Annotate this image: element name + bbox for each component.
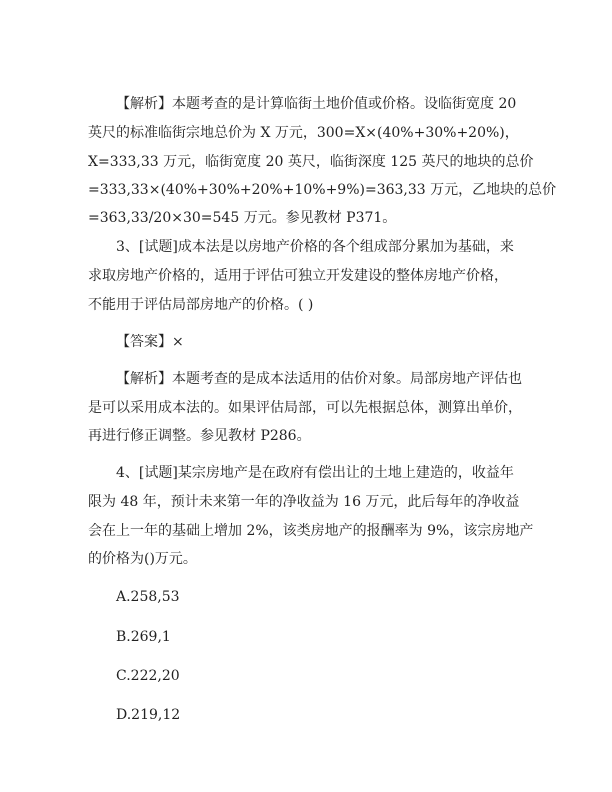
answer-3: 【答案】×: [116, 334, 184, 350]
question-4-line-3: 会在上一年的基础上增加 2%，该类房地产的报酬率为 9%，该宗房地产: [88, 523, 534, 539]
question-4-line-2: 限为 48 年，预计未来第一年的净收益为 16 万元，此后每年的净收益: [88, 494, 520, 510]
analysis-1-line-2: 英尺的标准临街宗地总价为 X 万元，300=X×(40%+30%+20%)，: [88, 125, 519, 141]
option-c: C.222,20: [116, 668, 180, 684]
analysis-1-line-4: =333,33×(40%+30%+20%+10%+9%)=363,33 万元，乙地块的总价: [88, 182, 557, 198]
question-3-line-3: 不能用于评估局部房地产的价格。( ): [88, 297, 314, 313]
analysis-1-line-3: X=333,33 万元，临街宽度 20 英尺，临街深度 125 英尺的地块的总价: [88, 154, 534, 170]
analysis-3-line-3: 再进行修正调整。参见教材 P286。: [88, 428, 311, 444]
analysis-1-line-5: =363,33/20×30=545 万元。参见教材 P371。: [88, 210, 397, 226]
question-4-line-1: 4、[试题]某宗房地产是在政府有偿出让的土地上建造的，收益年: [116, 465, 514, 481]
analysis-3-line-1: 【解析】本题考查的是成本法适用的估价对象。局部房地产评估也: [116, 371, 522, 387]
analysis-3-line-2: 是可以采用成本法的。如果评估局部，可以先根据总体，测算出单价，: [88, 400, 522, 416]
analysis-1-line-1: 【解析】本题考查的是计算临街土地价值或价格。设临街宽度 20: [116, 96, 517, 112]
option-a: A.258,53: [116, 589, 180, 605]
question-4-line-4: 的价格为()万元。: [88, 551, 197, 567]
option-b: B.269,1: [116, 629, 171, 645]
option-d: D.219,12: [116, 707, 181, 723]
question-3-line-1: 3、[试题]成本法是以房地产价格的各个组成部分累加为基础，来: [116, 239, 514, 255]
question-3-line-2: 求取房地产价格的，适用于评估可独立开发建设的整体房地产价格，: [88, 268, 508, 284]
